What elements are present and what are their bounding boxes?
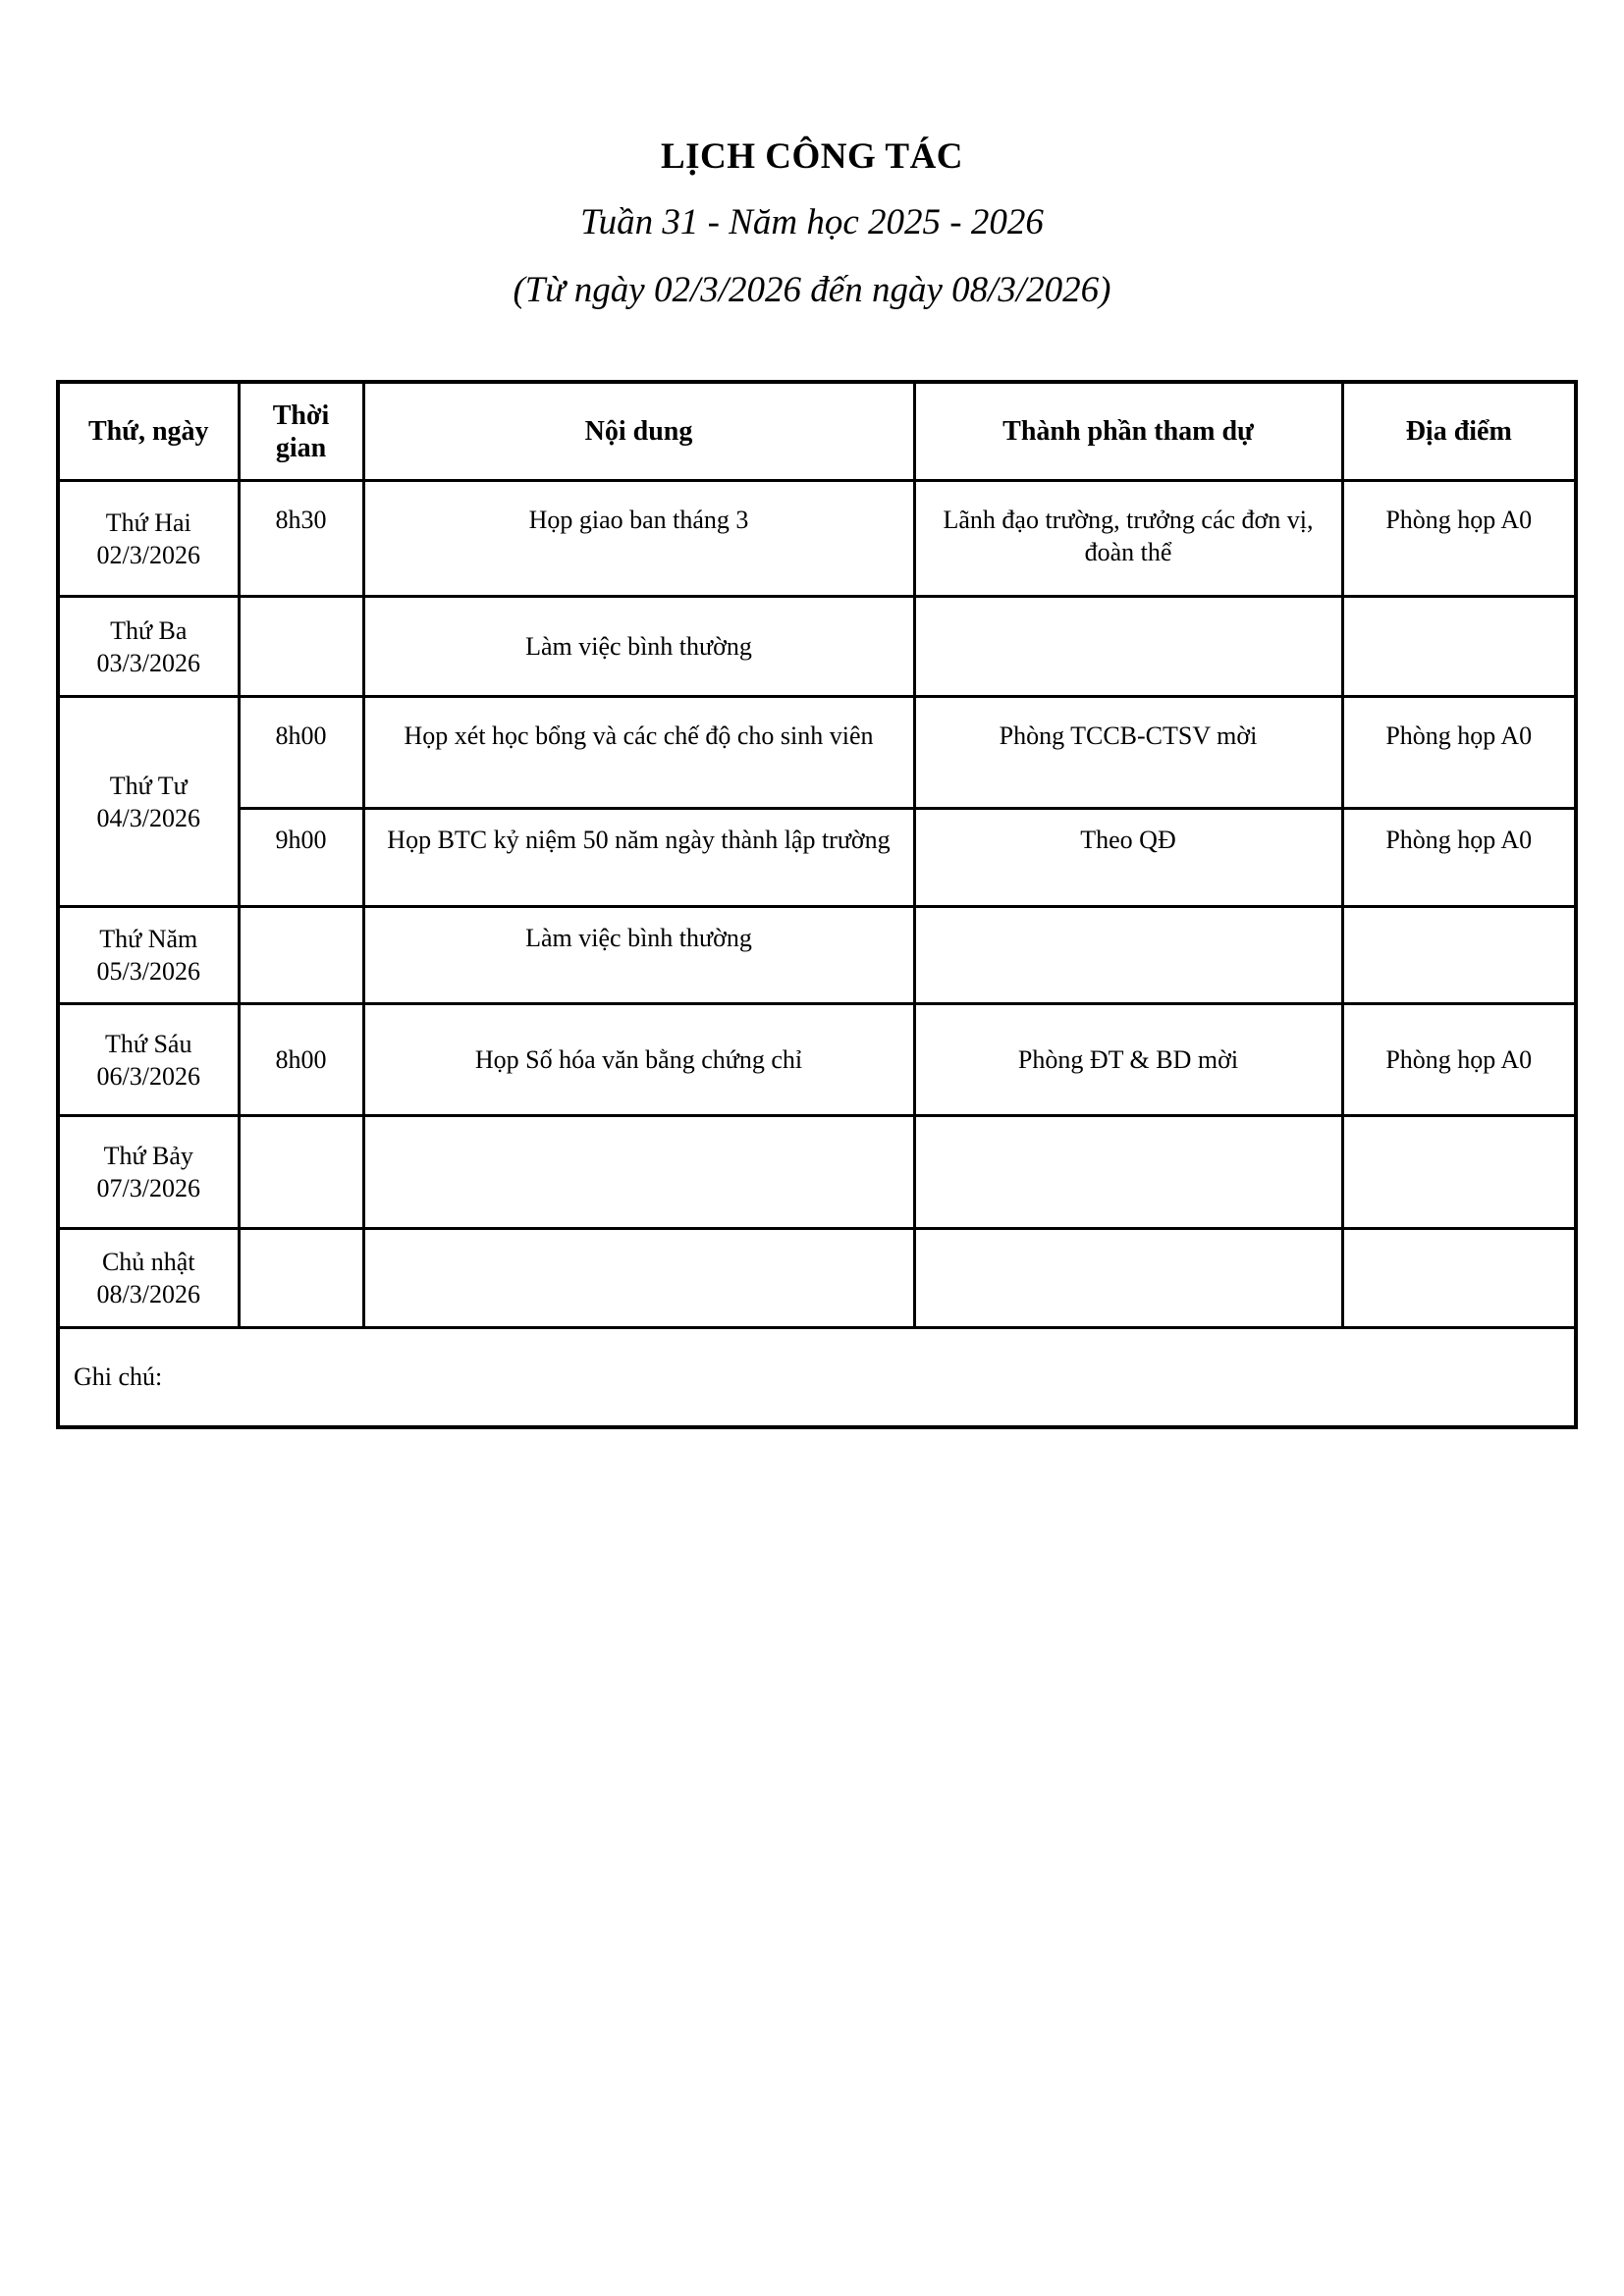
content-cell: Họp BTC kỷ niệm 50 năm ngày thành lập trường bbox=[363, 809, 914, 907]
participants-cell bbox=[914, 1116, 1342, 1229]
location-cell: Phòng họp A0 bbox=[1342, 697, 1576, 809]
table-row bbox=[58, 809, 1576, 907]
page-subtitle: Tuần 31 - Năm học 2025 - 2026 bbox=[580, 202, 1044, 242]
content-cell: Họp giao ban tháng 3 bbox=[363, 481, 914, 597]
content-cell: Họp xét học bổng và các chế độ cho sinh viên bbox=[363, 697, 914, 809]
day-cell bbox=[58, 1004, 239, 1116]
column-header-time-label: Thời gian bbox=[272, 400, 330, 463]
time-cell bbox=[239, 1229, 363, 1328]
participants-cell bbox=[914, 907, 1342, 1004]
time-cell: 8h00 bbox=[239, 1004, 363, 1116]
column-header-day: Thứ, ngày bbox=[58, 382, 239, 481]
participants-cell: Phòng TCCB-CTSV mời bbox=[914, 697, 1342, 809]
time-cell bbox=[239, 1116, 363, 1229]
time-cell: 8h00 bbox=[239, 697, 363, 809]
column-header-time bbox=[239, 382, 363, 481]
day-date: 06/3/2026 bbox=[96, 1061, 200, 1091]
notes-row bbox=[58, 1328, 1576, 1427]
location-cell: Phòng họp A0 bbox=[1342, 1004, 1576, 1116]
table-row bbox=[58, 481, 1576, 597]
participants-cell bbox=[914, 1229, 1342, 1328]
page-title: LỊCH CÔNG TÁC bbox=[660, 136, 964, 177]
day-date: 03/3/2026 bbox=[96, 648, 200, 677]
schedule-table bbox=[56, 380, 1578, 1429]
day-name: Thứ Năm bbox=[99, 925, 198, 953]
day-cell bbox=[58, 1229, 239, 1328]
day-date: 04/3/2026 bbox=[96, 803, 200, 832]
day-name: Thứ Tư bbox=[109, 771, 188, 800]
table-row bbox=[58, 1116, 1576, 1229]
day-date: 07/3/2026 bbox=[96, 1174, 200, 1202]
notes-cell bbox=[58, 1328, 1576, 1427]
participants-cell: Theo QĐ bbox=[914, 809, 1342, 907]
table-row bbox=[58, 1229, 1576, 1328]
column-header-participants: Thành phần tham dự bbox=[914, 382, 1342, 481]
table-row bbox=[58, 907, 1576, 1004]
participants-cell bbox=[914, 597, 1342, 697]
day-name: Thứ Bảy bbox=[103, 1142, 193, 1170]
location-cell: Phòng họp A0 bbox=[1342, 809, 1576, 907]
day-cell bbox=[58, 597, 239, 697]
location-cell bbox=[1342, 1229, 1576, 1328]
day-name: Thứ Ba bbox=[110, 615, 188, 645]
time-cell bbox=[239, 597, 363, 697]
day-name: Thứ Sáu bbox=[105, 1029, 192, 1058]
participants-cell: Phòng ĐT & BD mời bbox=[914, 1004, 1342, 1116]
table-row bbox=[58, 1004, 1576, 1116]
day-name: Chủ nhật bbox=[101, 1248, 195, 1276]
table-row bbox=[58, 697, 1576, 809]
location-cell bbox=[1342, 1116, 1576, 1229]
location-cell bbox=[1342, 907, 1576, 1004]
day-date: 08/3/2026 bbox=[96, 1280, 200, 1308]
column-header-content: Nội dung bbox=[363, 382, 914, 481]
time-cell bbox=[239, 907, 363, 1004]
day-cell bbox=[58, 907, 239, 1004]
notes-label: Ghi chú: bbox=[74, 1362, 163, 1392]
day-date: 02/3/2026 bbox=[96, 540, 200, 569]
time-cell: 8h30 bbox=[239, 481, 363, 597]
day-name: Thứ Hai bbox=[105, 507, 191, 537]
column-header-location: Địa điểm bbox=[1342, 382, 1576, 481]
content-cell: Họp Số hóa văn bằng chứng chỉ bbox=[363, 1004, 914, 1116]
location-cell bbox=[1342, 597, 1576, 697]
day-cell bbox=[58, 481, 239, 597]
date-range: (Từ ngày 02/3/2026 đến ngày 08/3/2026) bbox=[513, 270, 1111, 310]
time-cell: 9h00 bbox=[239, 809, 363, 907]
day-cell bbox=[58, 697, 239, 907]
content-cell bbox=[363, 1116, 914, 1229]
participants-cell: Lãnh đạo trường, trưởng các đơn vị, đoàn thể bbox=[914, 481, 1342, 597]
day-cell bbox=[58, 1116, 239, 1229]
table-header-row bbox=[58, 382, 1576, 481]
content-cell: Làm việc bình thường bbox=[363, 907, 914, 1004]
table-row bbox=[58, 597, 1576, 697]
location-cell: Phòng họp A0 bbox=[1342, 481, 1576, 597]
day-date: 05/3/2026 bbox=[96, 957, 200, 986]
content-cell bbox=[363, 1229, 914, 1328]
content-cell: Làm việc bình thường bbox=[363, 597, 914, 697]
